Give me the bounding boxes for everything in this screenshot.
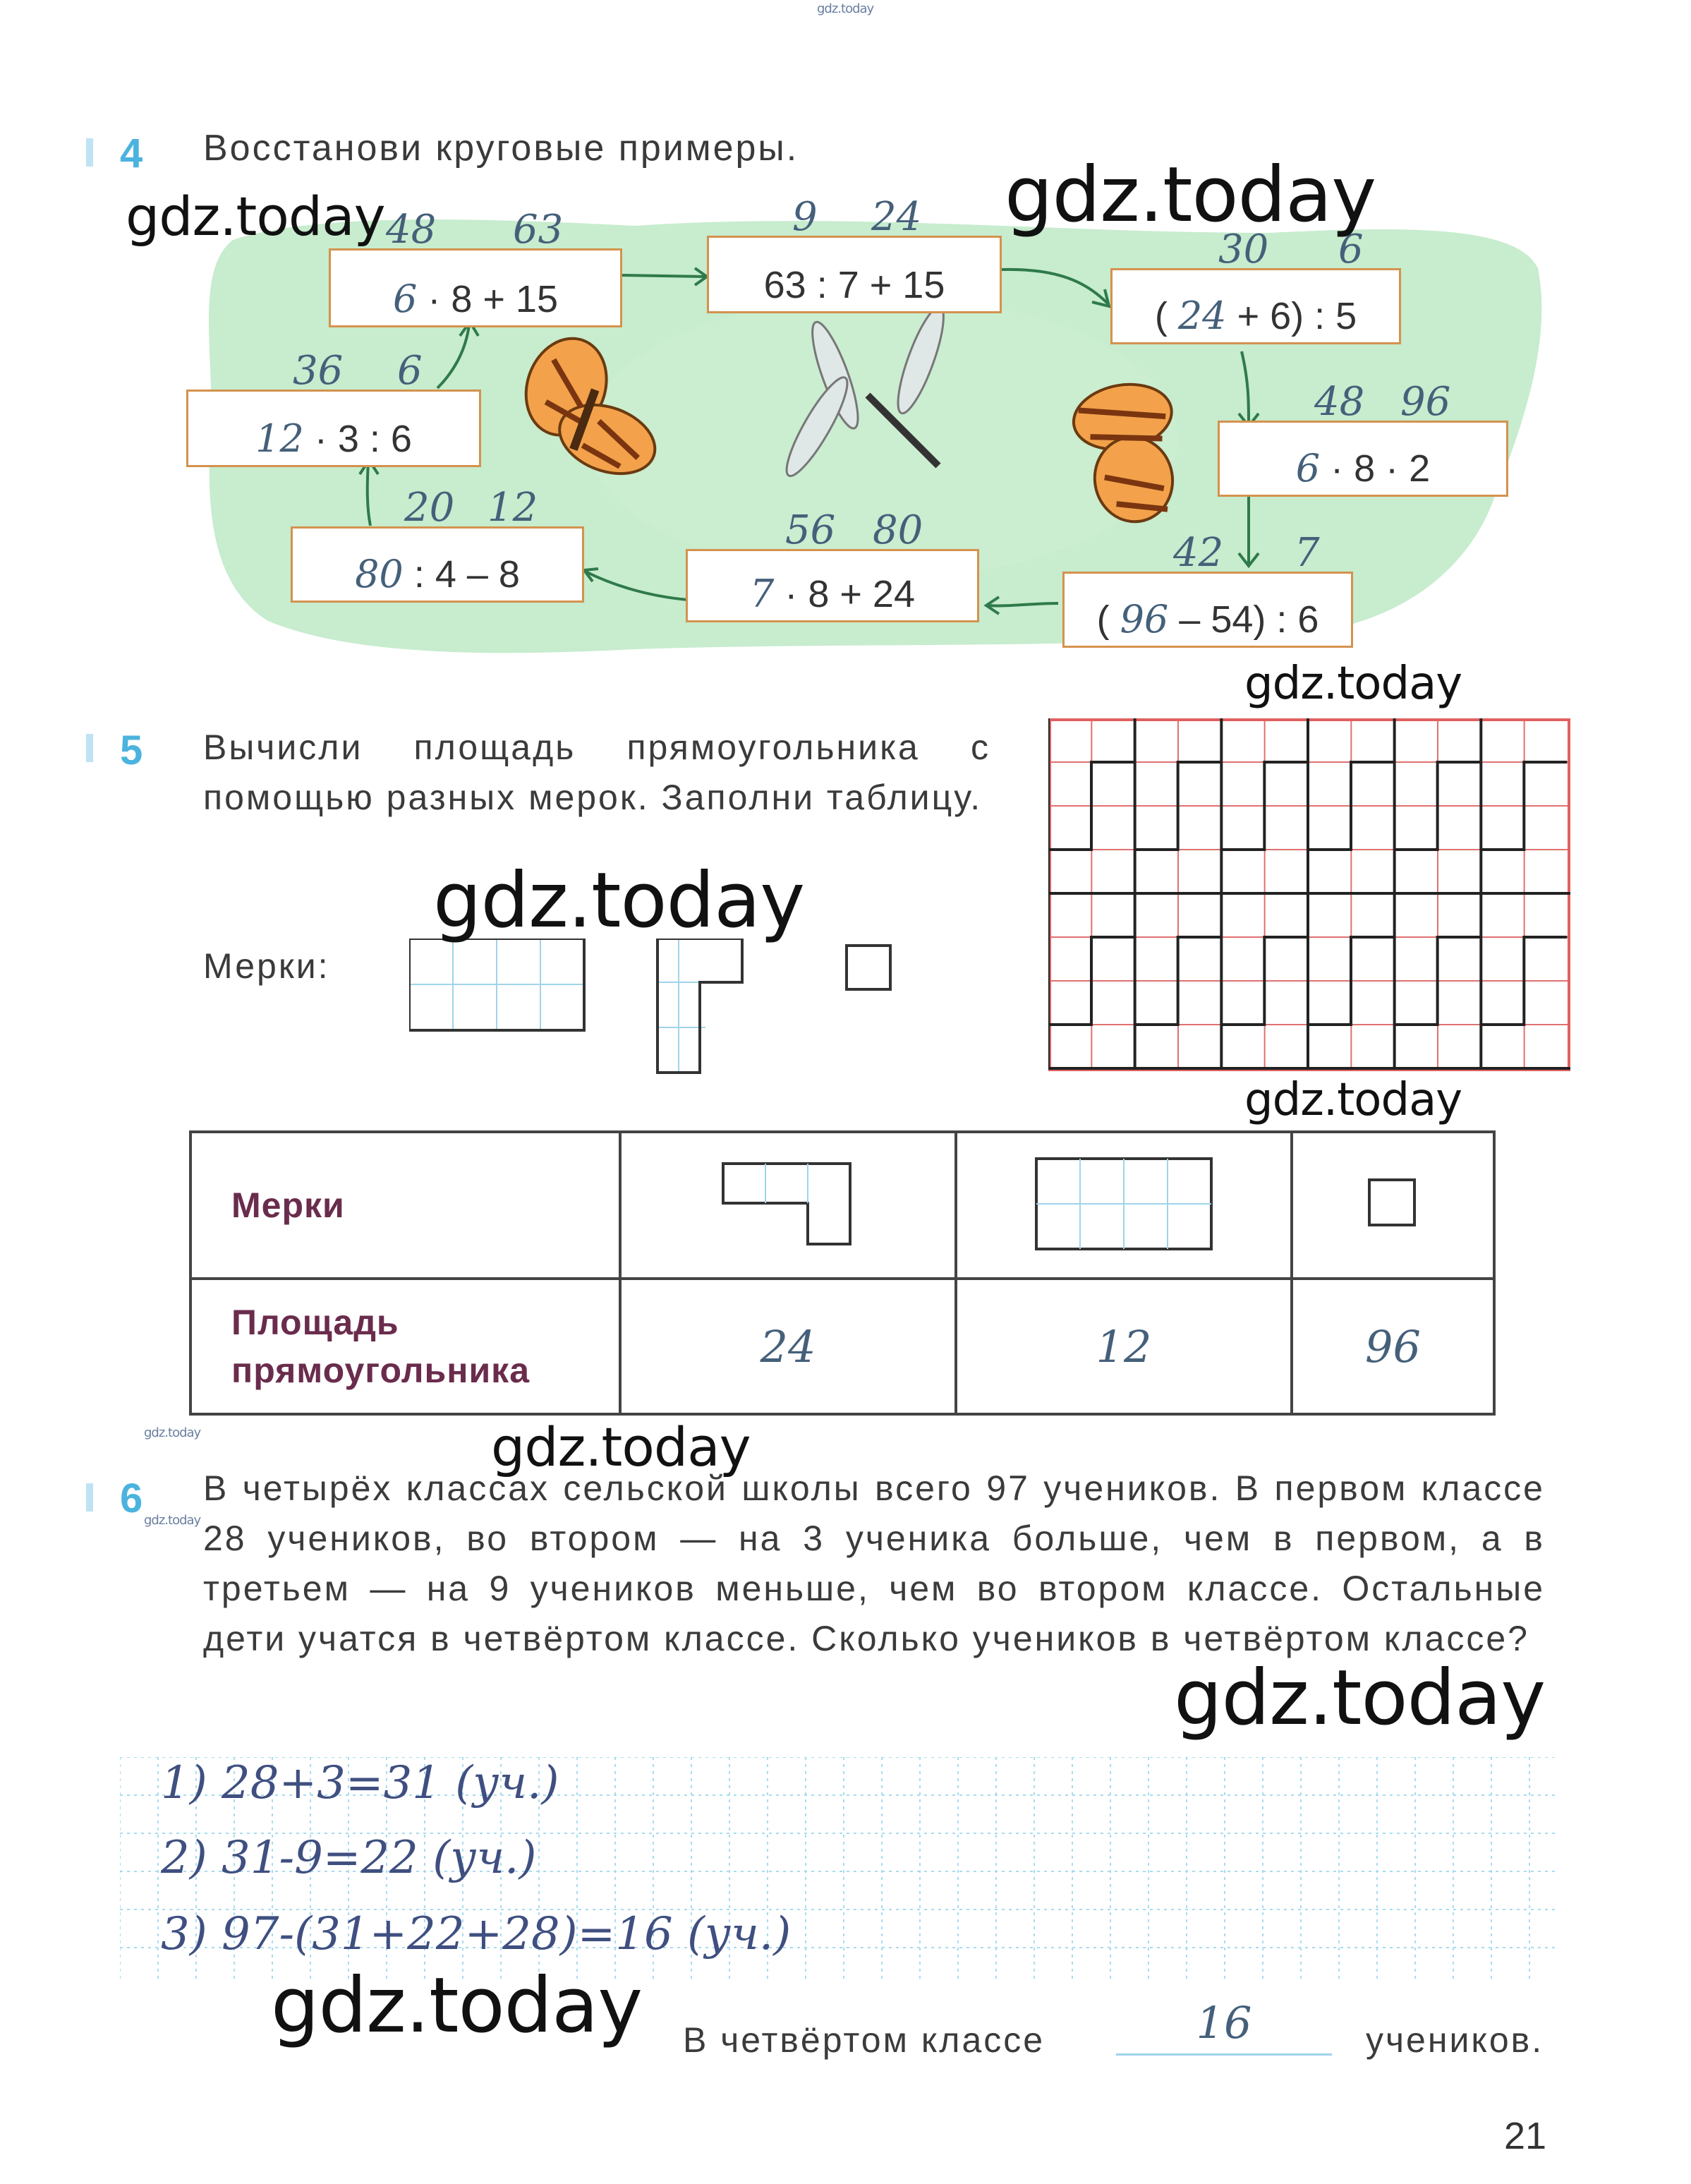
watermark: gdz.today xyxy=(817,1,874,16)
watermark: gdz.today xyxy=(491,1416,751,1478)
table-row-label: Площадь прямоугольника xyxy=(190,1279,620,1414)
table-row-label: Мерки xyxy=(190,1132,620,1279)
watermark: gdz.today xyxy=(126,185,385,248)
task-title: Восстанови круговые примеры. xyxy=(203,128,799,169)
solution-line-3: 3) 97-(31+22+28)=16 (уч.) xyxy=(161,1908,792,1960)
table-cell-rect-shape xyxy=(956,1132,1292,1279)
example-box-6: 56 80 7 · 8 + 24 xyxy=(686,549,979,622)
watermark: gdz.today xyxy=(144,1425,201,1440)
watermark: gdz.today xyxy=(1244,658,1462,710)
table-cell-square-shape xyxy=(1292,1132,1494,1279)
example-box-8: 36 6 12 · 3 : 6 xyxy=(186,390,481,467)
answer-suffix: учеников. xyxy=(1366,2020,1544,2060)
watermark: gdz.today xyxy=(1005,151,1376,239)
task-number: 6 xyxy=(120,1476,143,1521)
solution-line-2: 2) 31-9=22 (уч.) xyxy=(161,1832,537,1884)
answer-cell[interactable]: 12 xyxy=(956,1279,1292,1414)
example-box-5: 42 7 ( 96 – 54) : 6 xyxy=(1062,572,1353,648)
task-number: 5 xyxy=(120,728,143,773)
task-text: В четырёх классах сельской школы всего 97 учеников. В первом классе 28 учеников, во втором — на 3 ученика больше, чем в первом, а в третьем — на 9 учеников меньше, чем во втором классе. Остальные дети учатся в четвёртом классе. Сколько учеников в четвёртом классе? xyxy=(203,1468,1545,1658)
example-box-3: 30 6 ( 24 + 6) : 5 xyxy=(1110,268,1401,344)
example-box-4: 48 96 6 · 8 · 2 xyxy=(1218,421,1508,497)
task-number: 4 xyxy=(120,131,143,176)
merki-label: Мерки: xyxy=(203,946,330,986)
rectangle-grid xyxy=(1048,718,1570,1071)
example-box-2: 9 24 63 : 7 + 15 xyxy=(707,236,1002,313)
watermark: gdz.today xyxy=(144,1513,201,1528)
measures-table xyxy=(189,1130,1496,1416)
answer-cell[interactable]: 24 xyxy=(620,1279,956,1414)
example-box-1: 48 63 6 · 8 + 15 xyxy=(329,248,622,327)
watermark: gdz.today xyxy=(433,857,805,945)
task-marker xyxy=(86,734,93,762)
watermark: gdz.today xyxy=(1244,1074,1462,1126)
table-cell-l-shape xyxy=(620,1132,956,1279)
example-box-7: 20 12 80 : 4 – 8 xyxy=(291,526,584,603)
answer-field[interactable]: 16 xyxy=(1116,1997,1332,2056)
task-marker xyxy=(86,1483,93,1512)
answer-cell[interactable]: 96 xyxy=(1292,1279,1494,1414)
page-number: 21 xyxy=(1504,2115,1547,2157)
answer-prefix: В четвёртом классе xyxy=(683,2020,1045,2060)
watermark: gdz.today xyxy=(1174,1654,1546,1742)
measure-shapes xyxy=(409,939,903,1101)
task-text: Вычисли площадь прямоугольника с помощью разных мерок. Заполни таблицу. xyxy=(203,728,990,817)
watermark: gdz.today xyxy=(271,1962,643,2050)
solution-line-1: 1) 28+3=31 (уч.) xyxy=(161,1757,559,1809)
